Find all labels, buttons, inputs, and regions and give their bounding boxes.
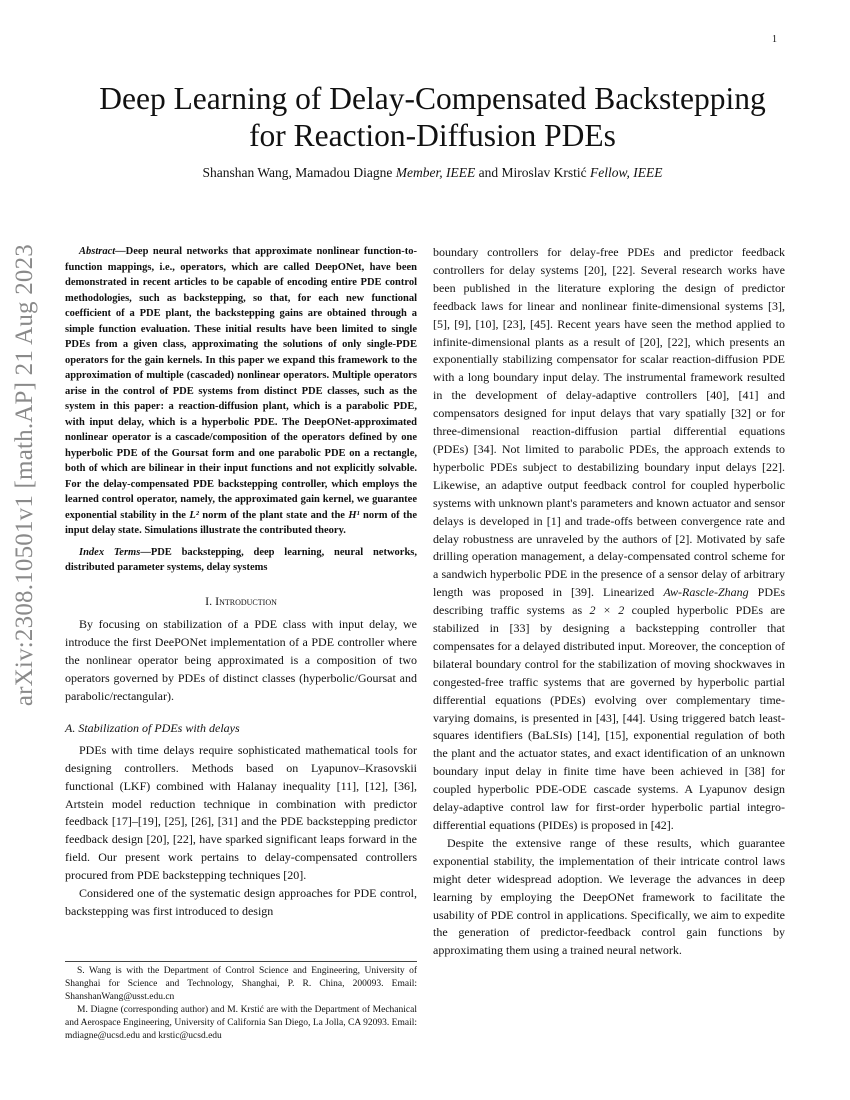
intro-paragraph-2: PDEs with time delays require sophisticated mathematical tools for designing controllers. Methods based on Lyapunov–Krasovskii functional (LKF) combined with Halanay inequality [11], [12], [36], Artstein model reduction technique in combination with predictor feedback [17]–[19], [25], [26], [31] and the PDE backstepping predictor feedback design [20], [22], have sparked significant leaps forward in the field. Our present work pertains to delay-compensated controllers procured from PDE backstepping techniques [20].: [65, 742, 417, 883]
abstract: [65, 244, 417, 539]
right-paragraph-1: [433, 244, 785, 835]
title-line-1: Deep Learning of Delay-Compensated Backstepping: [99, 81, 766, 116]
index-terms-label: Index Terms: [79, 546, 141, 558]
right-text-1c: coupled hyperbolic PDEs are stabilized in [33] by designing a backstepping controller that compensates for a delayed distributed input. Moreover, the conception of bilateral boundary control for the stabilization of moving shockwaves in congested-free traffic systems that are governed by hyperbolic partial differential equations (PDEs) evolving over complementary time-varying domains, is presented in [43], [44]. Using triggered batch least-squares identifiers (BaLSIs) [14], [15], exponential regulation of both the plant and the actuator states, and exact identification of an unknown boundary input delay in finite time have been achieved in [38] for coupled hyperbolic PDE-ODE cascade systems. A Lyapunov design delay-adaptive control law for first-order hyperbolic partial integro-differential equations (PIDEs) is proposed in [42].: [433, 603, 785, 832]
authors-names-1: Shanshan Wang, Mamadou Diagne: [202, 165, 396, 180]
footnote-affiliation-wang: S. Wang is with the Department of Control Science and Engineering, University of Shanghai for Science and Technology, Shanghai, P. R. China, 200093. Email: ShanshanWang@usst.edu.cn: [65, 966, 417, 1002]
index-terms: [65, 545, 417, 576]
abstract-text-2: norm of the plant state and the: [198, 509, 349, 521]
abstract-label: Abstract: [79, 246, 116, 257]
subsection-heading-stabilization: A. Stabilization of PDEs with delays: [65, 720, 240, 735]
footnote-affiliation-diagne-krstic: M. Diagne (corresponding author) and M. Krstić are with the Department of Mechanical and Aerospace Engineering, University of California San Diego, La Jolla, CA 92093. Email: mdiagne@ucsd.edu and krstic@ucsd.edu: [65, 1005, 417, 1041]
arxiv-identifier: arXiv:2308.10501v1 [math.AP] 21 Aug 2023: [11, 243, 38, 707]
abstract-text-3: norm of the input delay state. Simulations illustrate the contributed theory.: [65, 509, 417, 536]
right-paragraph-2: Despite the extensive range of these results, which guarantee exponential stability, the implementation of their intricate control laws might deter widespread adoption. We leverage the advances in deep learning by employing the DeepONet framework to facilitate the usability of PDE control in applications. Specifically, we aim to expedite the generation of predictor-feedback control gain functions by approximating them using a trained neural network.: [433, 835, 785, 958]
authors-names-2: and Miroslav Krstić: [475, 165, 590, 180]
awrz-model-name: Aw-Rascle-Zhang: [663, 585, 749, 600]
index-terms-text: —PDE backstepping, deep learning, neural networks, distributed parameter systems, delay systems: [65, 546, 417, 573]
footnotes: [65, 961, 417, 1043]
author-list: [60, 165, 805, 181]
section-heading-introduction: I. Introduction: [205, 593, 277, 608]
matrix-dims: 2 × 2: [589, 603, 625, 618]
author-role-1: Member, IEEE: [395, 165, 476, 180]
l2-norm-symbol: L²: [189, 509, 199, 521]
arxiv-stamp: [2, 243, 48, 707]
page-number: 1: [772, 34, 777, 45]
right-text-1b: PDEs describing traffic systems as: [433, 585, 786, 618]
intro-paragraph-3: Considered one of the systematic design approaches for PDE control, backstepping was first introduced to design: [65, 886, 417, 918]
abstract-text-1: —Deep neural networks that approximate nonlinear function-to-function mappings, i.e., operators, which are called DeepONet, have been demonstrated in recent articles to be capable of encoding entire PDE control methodologies, such as backstepping, so that, for each new functional coefficient of a PDE plant, the backstepping gains are obtained through a simple function evaluation. These initial results have been limited to single PDEs from a given class, approximating the solutions of only single-PDE operators for the gain kernels. In this paper we expand this framework to the approximation of multiple (cascaded) nonlinear operators. Multiple operators arise in the control of PDE systems from distinct PDE classes, such as the system in this paper: a reaction-diffusion plant, which is a parabolic PDE, with input delay, which is a hyperbolic PDE. The DeepONet-approximated nonlinear operator is a cascade/composition of the operators defined by one hyperbolic PDE of the Goursat form and one parabolic PDE on a rectangle, both of which are bilinear in their input functions and not explicitly solvable. For the delay-compensated PDE backstepping controller, which employs the learned control operator, namely, the approximated gain kernel, we guarantee exponential stability in the: [65, 246, 417, 521]
right-text-1a: boundary controllers for delay-free PDEs and predictor feedback controllers for delay systems [20], [22]. Several research works have been published in the literature exploring the design of predictor feedback laws for linear and nonlinear finite-dimensional systems [3], [5], [9], [10], [23], [45]. Recent years have seen the method applied to infinite-dimensional plants as a result of [20], [22], which presents an exponentially stabilizing compensator for scalar reaction-diffusion PDE with a long boundary input delay. The instrumental framework resulted in the development of delay-adaptive controllers [40], [41] and compensators designed for input delays that vary spatially [32] or for three-dimensional reaction-diffusion partial differential equations (PDEs) [34]. Not limited to parabolic PDEs, the approach extends to hyperbolic PDEs subject to destabilizing boundary input delays [22]. Likewise, an adaptive output feedback control for coupled hyperbolic systems with unknown plant's parameters and known actuator and sensor delays is developed in [1] and trade-offs between convergence rate and delay robustness are unraveled by the authors of [2]. Motivated by safe drilling operation management, a delay-compensated control scheme for a sandwich hyperbolic PDE in the presence of a sensor delay of arbitrary length was proposed in [39]. Linearized: [433, 245, 785, 600]
left-column: [65, 244, 417, 921]
right-column: [433, 244, 785, 960]
author-role-2: Fellow, IEEE: [590, 165, 663, 180]
intro-paragraph-1: By focusing on stabilization of a PDE class with input delay, we introduce the first DeePONet implementation of a PDE controller where the nonlinear operator being approximated is a composition of two operators governed by PDEs of distinct classes (hyperbolic/Goursat and parabolic/rectangular).: [65, 617, 417, 704]
h1-norm-symbol: H¹: [348, 509, 360, 521]
title-line-2: for Reaction-Diffusion PDEs: [249, 118, 616, 153]
paper-title: [60, 80, 805, 154]
